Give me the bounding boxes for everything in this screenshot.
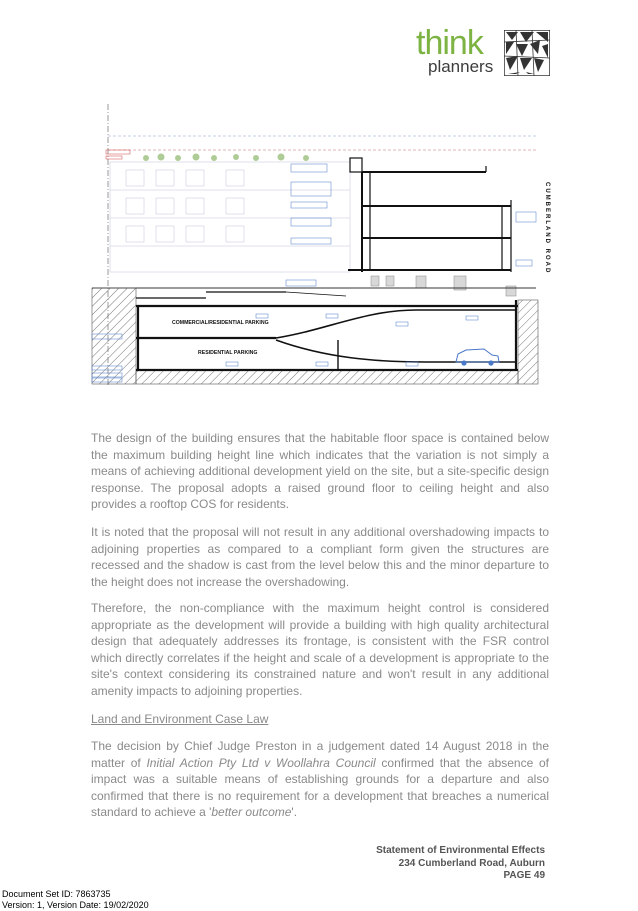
roof-planting [143, 154, 309, 162]
company-logo [412, 24, 552, 80]
document-set-id: Document Set ID: 7863735 [2, 889, 111, 899]
section-drawing [86, 100, 556, 390]
paragraph-overshadowing: It is noted that the proposal will not result in any additional overshadowing impacts to adjoining properties as compared to a compliant form given the structures are recessed and the shadow is cast from the level below this and the minor departure to the height does not increase the overshadowing. [91, 525, 549, 589]
paragraph-case-law [91, 738, 549, 821]
blue-annotations [286, 164, 536, 286]
case-text-c: '. [291, 805, 298, 819]
logo-word-planners: planners [428, 57, 494, 76]
section-heading: Land and Environment Case Law [91, 712, 269, 726]
footer-address: 234 Cumberland Road, Auburn [398, 857, 545, 869]
annotation-label [106, 156, 122, 159]
document-version: Version: 1, Version Date: 19/02/2020 [2, 900, 149, 910]
label-commercial-parking: COMMERCIAL/RESIDENTIAL PARKING [172, 320, 269, 326]
label-cumberland-road: CUMBERLAND ROAD [544, 182, 550, 275]
car-icon [456, 349, 499, 366]
case-name: Initial Action Pty Ltd v Woollahra Council [146, 755, 376, 770]
footer-title: Statement of Environmental Effects [376, 845, 545, 856]
background-elevation [110, 162, 350, 272]
label-residential-parking: RESIDENTIAL PARKING [198, 350, 258, 356]
logo-word-think: think [416, 24, 483, 62]
annotation-label [106, 150, 130, 154]
building-section [348, 158, 511, 272]
basement-structure [136, 292, 518, 370]
paragraph-compliance: Therefore, the non-compliance with the maximum height control is considered appropriate as the development will provide a building with high quality architectural design that adequately addresses its frontage, is consistent with the FSR control which directly correlates if the height and scale of a development is appropriate to the site's context considering its constrained nature and won't result in any additional amenity impacts to adjoining properties. [91, 601, 549, 698]
page-footer [376, 845, 545, 883]
case-text-b: confirmed that the absence of impact was a suitable means of establishing grounds for a departure and also confirmed that there is no requirement for a development that breaches a numerical standard to achieve a ' [91, 755, 549, 819]
paragraph-design: The design of the building ensures that the habitable floor space is contained below the maximum building height line which indicates that the variation is not simply a means of achieving additional development yield on the site, but a site-specific design response. The proposal adopts a raised ground floor to ceiling height and also provides a rooftop COS for residents. [91, 431, 549, 511]
tiled-pattern-icon [504, 30, 550, 76]
earth-hatch-bottom [136, 370, 518, 384]
earth-hatch-right [518, 300, 538, 384]
earth-hatch-left [92, 288, 136, 384]
case-text-a: The decision by Chief Judge Preston in a judgement dated 14 August 2018 in the matter of [91, 739, 549, 770]
ground-floor-elements [371, 276, 516, 296]
page-number: PAGE 49 [503, 870, 545, 881]
case-quote: better outcome [211, 805, 292, 819]
